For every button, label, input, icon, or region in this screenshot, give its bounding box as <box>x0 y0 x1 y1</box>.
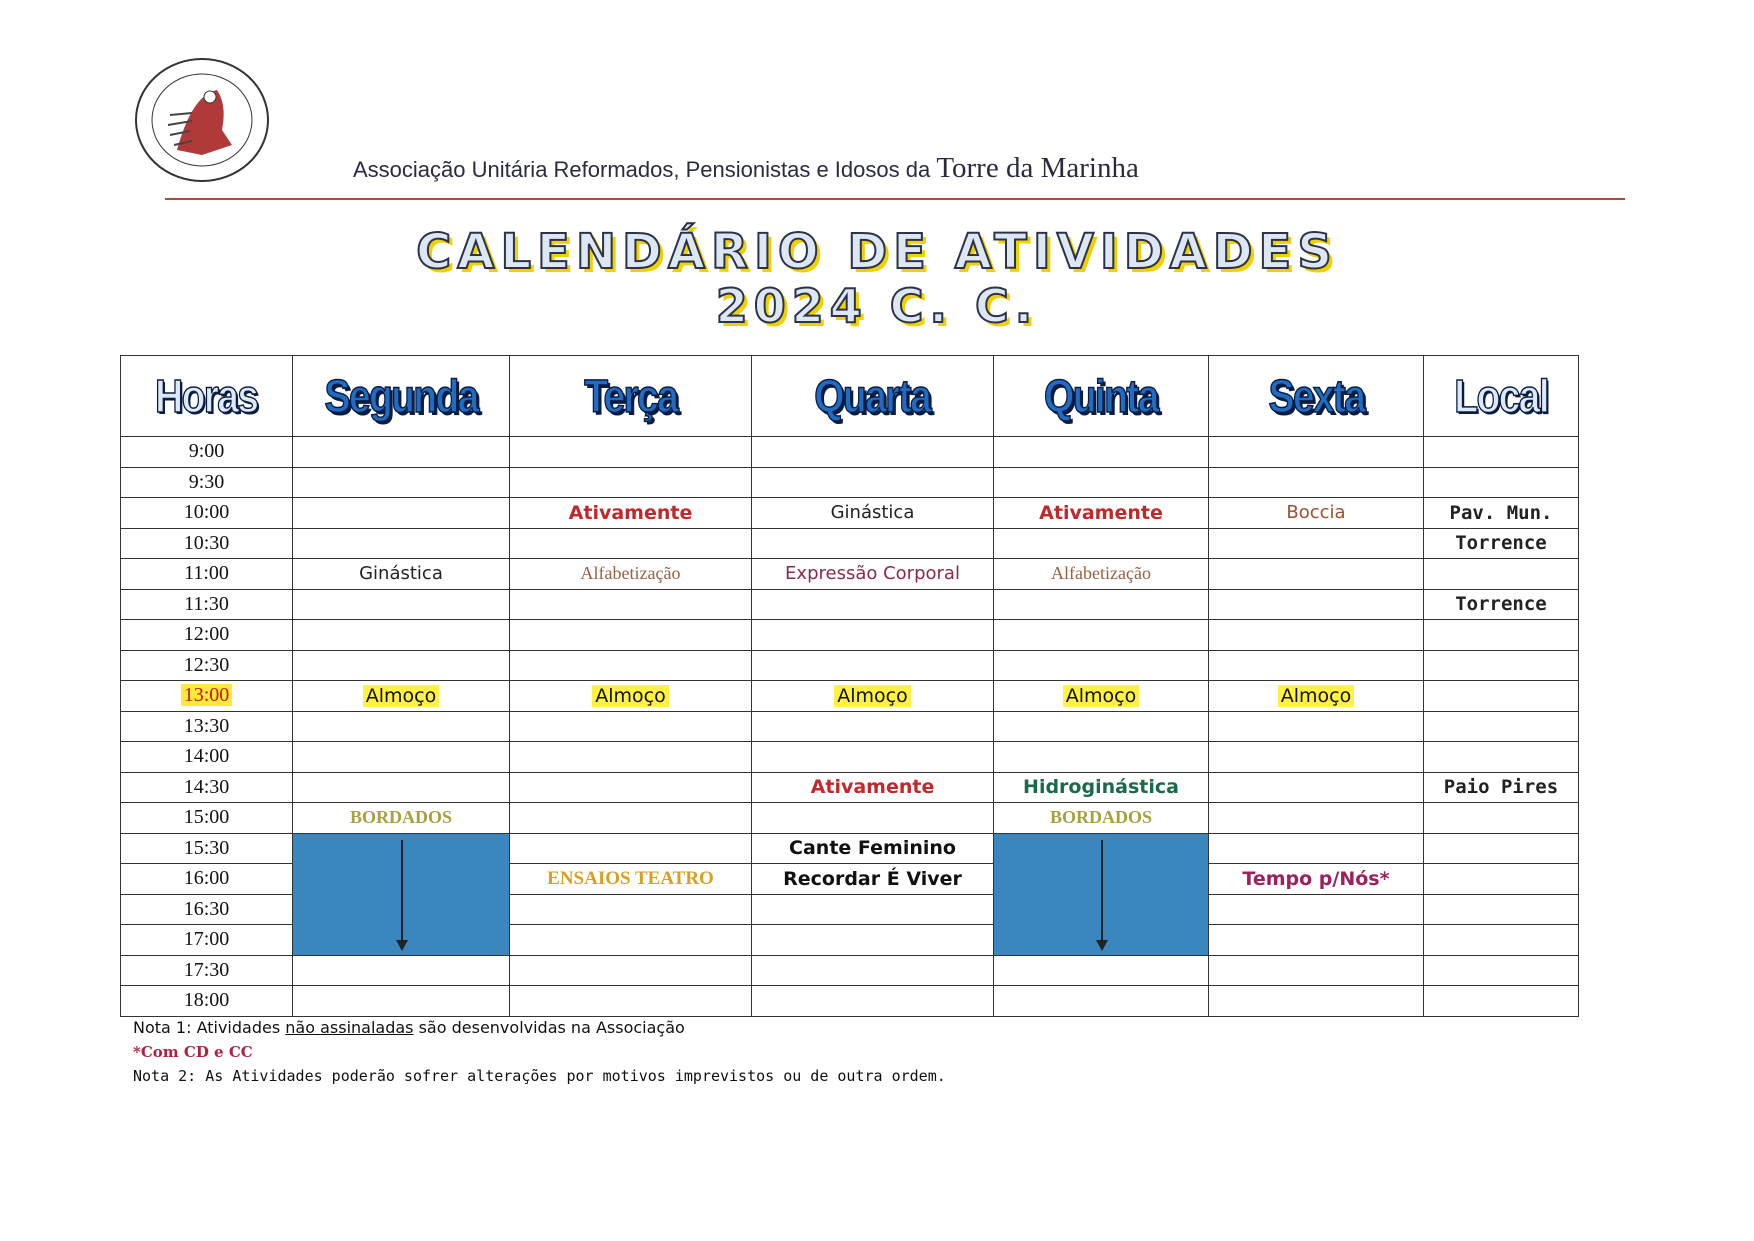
segunda-cell <box>293 467 510 498</box>
table-header-row <box>121 356 1579 437</box>
sexta-cell <box>1209 803 1424 834</box>
local-cell <box>1424 986 1579 1017</box>
quarta-cell <box>752 528 994 559</box>
segunda-cell <box>293 650 510 681</box>
quinta-cell <box>994 498 1209 529</box>
quinta-cell <box>994 620 1209 651</box>
association-logo <box>132 55 272 185</box>
hour-cell: 12:00 <box>121 620 293 651</box>
table-row <box>121 681 1579 712</box>
local-cell <box>1424 803 1579 834</box>
terca-cell <box>510 864 752 895</box>
activity-almoco: Almoço <box>834 685 910 707</box>
activity-almoco: Almoço <box>592 685 668 707</box>
activity-ginastica: Ginástica <box>830 502 915 524</box>
local-cell <box>1424 711 1579 742</box>
table-row <box>121 589 1579 620</box>
hour-cell: 12:30 <box>121 650 293 681</box>
activity-bordados: BORDADOS <box>349 807 452 828</box>
table-row <box>121 467 1579 498</box>
quarta-cell <box>752 986 994 1017</box>
table-row <box>121 772 1579 803</box>
sexta-cell <box>1209 681 1424 712</box>
terca-cell <box>510 498 752 529</box>
segunda-cell <box>293 711 510 742</box>
segunda-cell <box>293 498 510 529</box>
sexta-cell <box>1209 528 1424 559</box>
table-row <box>121 711 1579 742</box>
quarta-cell <box>752 620 994 651</box>
activity-tempo-p-nos: Tempo p/Nós* <box>1242 867 1390 890</box>
quinta-cell <box>994 803 1209 834</box>
quinta-cell <box>994 711 1209 742</box>
terca-cell <box>510 589 752 620</box>
quinta-cell <box>994 437 1209 468</box>
local-cell <box>1424 681 1579 712</box>
quarta-cell <box>752 772 994 803</box>
terca-cell <box>510 620 752 651</box>
sexta-cell <box>1209 437 1424 468</box>
arrow-down-icon <box>1101 840 1103 947</box>
terca-cell <box>510 772 752 803</box>
header-horas: Horas <box>121 356 293 437</box>
quarta-cell <box>752 437 994 468</box>
segunda-cell <box>293 803 510 834</box>
table-row <box>121 559 1579 590</box>
segunda-cell <box>293 681 510 712</box>
header-terca: Terça <box>510 356 752 437</box>
quarta-cell <box>752 803 994 834</box>
quarta-cell <box>752 681 994 712</box>
activity-ativamente: Ativamente <box>1039 501 1163 524</box>
quinta-cell <box>994 650 1209 681</box>
location-pav-mun: Pav. Mun. <box>1449 501 1553 524</box>
local-cell <box>1424 864 1579 895</box>
segunda-cell <box>293 955 510 986</box>
hour-cell: 17:30 <box>121 955 293 986</box>
org-name-suffix: Torre da Marinha <box>936 152 1139 184</box>
local-cell <box>1424 833 1579 864</box>
activity-bordados: BORDADOS <box>1049 807 1152 828</box>
footnote-com-cd-cc: *Com CD e CC <box>133 1043 253 1061</box>
sexta-cell <box>1209 864 1424 895</box>
local-cell <box>1424 925 1579 956</box>
table-row <box>121 986 1579 1017</box>
sexta-cell <box>1209 742 1424 773</box>
terca-cell <box>510 559 752 590</box>
terca-cell <box>510 894 752 925</box>
quarta-cell <box>752 955 994 986</box>
terca-cell <box>510 742 752 773</box>
activities-schedule-table <box>120 355 1579 1017</box>
terca-cell <box>510 437 752 468</box>
table-row <box>121 803 1579 834</box>
sexta-cell <box>1209 986 1424 1017</box>
activity-almoco: Almoço <box>363 685 439 707</box>
quinta-cell <box>994 955 1209 986</box>
hour-cell: 14:30 <box>121 772 293 803</box>
sexta-cell <box>1209 833 1424 864</box>
activity-boccia: Boccia <box>1286 502 1346 524</box>
hour-cell: 15:00 <box>121 803 293 834</box>
hour-cell: 9:00 <box>121 437 293 468</box>
terca-cell <box>510 681 752 712</box>
page-title: CALENDÁRIO DE ATIVIDADES <box>416 224 1338 280</box>
quarta-cell <box>752 711 994 742</box>
hour-cell: 16:30 <box>121 894 293 925</box>
quarta-cell <box>752 833 994 864</box>
quinta-cell <box>994 467 1209 498</box>
activity-ginastica: Ginástica <box>359 563 443 585</box>
table-row <box>121 955 1579 986</box>
terca-cell <box>510 467 752 498</box>
hour-cell: 13:00 <box>121 681 293 712</box>
local-cell <box>1424 742 1579 773</box>
hour-cell: 13:30 <box>121 711 293 742</box>
table-row <box>121 833 1579 864</box>
segunda-cell <box>293 742 510 773</box>
table-row <box>121 650 1579 681</box>
header-local: Local <box>1424 356 1579 437</box>
table-row <box>121 498 1579 529</box>
quinta-cell <box>994 742 1209 773</box>
note-2: Nota 2: As Atividades poderão sofrer alterações por motivos imprevistos ou de outra ordem. <box>133 1067 946 1085</box>
header-divider <box>165 198 1625 200</box>
sexta-cell <box>1209 711 1424 742</box>
local-cell <box>1424 559 1579 590</box>
hour-cell: 9:30 <box>121 467 293 498</box>
segunda-cell <box>293 528 510 559</box>
location-paio-pires: Paio Pires <box>1443 776 1559 799</box>
quarta-cell <box>752 650 994 681</box>
hour-cell: 17:00 <box>121 925 293 956</box>
header-quarta: Quarta <box>752 356 994 437</box>
quinta-cell <box>994 986 1209 1017</box>
sexta-cell <box>1209 772 1424 803</box>
terca-cell <box>510 925 752 956</box>
activity-alfabetizacao: Alfabetização <box>580 563 681 584</box>
terca-cell <box>510 803 752 834</box>
local-cell <box>1424 589 1579 620</box>
sexta-cell <box>1209 620 1424 651</box>
quinta-cell <box>994 559 1209 590</box>
org-name-prefix: Associação Unitária Reformados, Pensionistas e Idosos da <box>353 157 931 182</box>
table-row <box>121 742 1579 773</box>
sexta-cell <box>1209 559 1424 590</box>
activity-ensaios-teatro: ENSAIOS TEATRO <box>547 867 714 889</box>
quinta-cell <box>994 772 1209 803</box>
hour-cell: 18:00 <box>121 986 293 1017</box>
hour-cell: 10:00 <box>121 498 293 529</box>
organization-name <box>353 152 1139 185</box>
arrow-down-icon <box>401 840 403 947</box>
sexta-cell <box>1209 955 1424 986</box>
quinta-cell <box>994 528 1209 559</box>
header-quinta: Quinta <box>994 356 1209 437</box>
quarta-cell <box>752 589 994 620</box>
quarta-cell <box>752 467 994 498</box>
sexta-cell <box>1209 467 1424 498</box>
sexta-cell <box>1209 894 1424 925</box>
segunda-cell <box>293 437 510 468</box>
local-cell <box>1424 955 1579 986</box>
hour-cell: 15:30 <box>121 833 293 864</box>
terca-cell <box>510 528 752 559</box>
local-cell <box>1424 772 1579 803</box>
segunda-cell <box>293 772 510 803</box>
activity-almoco: Almoço <box>1063 685 1139 707</box>
hour-cell: 14:00 <box>121 742 293 773</box>
activity-ativamente: Ativamente <box>810 776 935 799</box>
sexta-cell <box>1209 650 1424 681</box>
terca-cell <box>510 955 752 986</box>
quarta-cell <box>752 498 994 529</box>
sexta-cell <box>1209 589 1424 620</box>
terca-cell <box>510 711 752 742</box>
note-1: Nota 1: Atividades não assinaladas são desenvolvidas na Associação <box>133 1018 685 1037</box>
table-row <box>121 528 1579 559</box>
header-segunda: Segunda <box>293 356 510 437</box>
location-torrence: Torrence <box>1455 593 1547 616</box>
sexta-cell <box>1209 925 1424 956</box>
hour-cell: 16:00 <box>121 864 293 895</box>
terca-cell <box>510 833 752 864</box>
bordados-block-quinta <box>994 833 1209 955</box>
terca-cell <box>510 650 752 681</box>
header-sexta: Sexta <box>1209 356 1424 437</box>
quinta-cell <box>994 681 1209 712</box>
bordados-block-segunda <box>293 833 510 955</box>
segunda-cell <box>293 986 510 1017</box>
hour-cell: 11:30 <box>121 589 293 620</box>
activity-almoco: Almoço <box>1278 685 1354 707</box>
activity-ativamente: Ativamente <box>568 501 693 524</box>
segunda-cell <box>293 559 510 590</box>
hour-cell: 10:30 <box>121 528 293 559</box>
quarta-cell <box>752 742 994 773</box>
activity-alfabetizacao: Alfabetização <box>1051 563 1151 584</box>
quarta-cell <box>752 894 994 925</box>
page-subtitle: 2024 C. C. <box>715 279 1039 333</box>
activity-expressao-corporal: Expressão Corporal <box>785 563 960 585</box>
activity-cante-feminino: Cante Feminino <box>789 837 956 860</box>
table-row <box>121 620 1579 651</box>
local-cell <box>1424 498 1579 529</box>
notes-section <box>133 1016 946 1088</box>
quarta-cell <box>752 925 994 956</box>
local-cell <box>1424 528 1579 559</box>
activity-recordar-e-viver: Recordar É Viver <box>783 867 962 890</box>
terca-cell <box>510 986 752 1017</box>
segunda-cell <box>293 589 510 620</box>
quarta-cell <box>752 864 994 895</box>
table-row <box>121 437 1579 468</box>
local-cell <box>1424 650 1579 681</box>
local-cell <box>1424 894 1579 925</box>
hour-cell: 11:00 <box>121 559 293 590</box>
quarta-cell <box>752 559 994 590</box>
quinta-cell <box>994 589 1209 620</box>
local-cell <box>1424 467 1579 498</box>
local-cell <box>1424 437 1579 468</box>
sexta-cell <box>1209 498 1424 529</box>
activity-hidroginastica: Hidroginástica <box>1023 776 1179 799</box>
local-cell <box>1424 620 1579 651</box>
segunda-cell <box>293 620 510 651</box>
location-torrence: Torrence <box>1455 532 1547 555</box>
